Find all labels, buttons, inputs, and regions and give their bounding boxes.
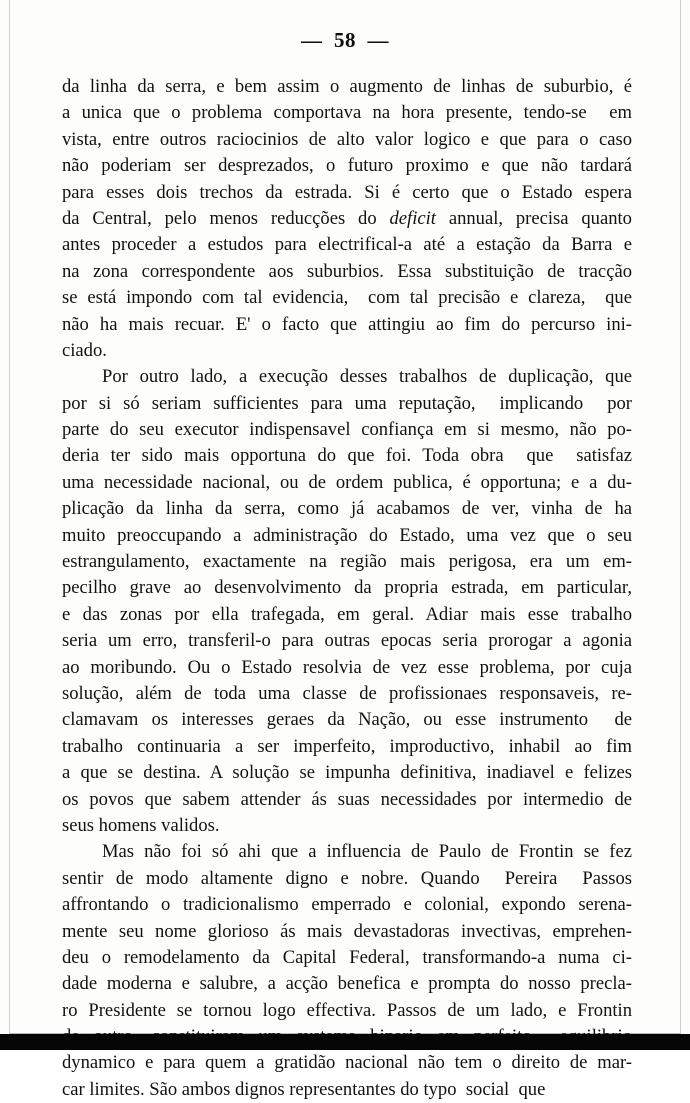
text-line: antes proceder a estudos para electrifical-a até a estação da Barra e: [62, 234, 632, 256]
text-line: não poderiam ser desprezados, o futuro proximo e que não tardará: [62, 155, 632, 177]
text-line: na zona correspondente aos suburbios. Essa substituição de tracção: [62, 260, 632, 282]
scan-edge-left: [9, 0, 10, 1034]
text-line: uma necessidade nacional, ou de ordem publica, é opportuna; e a du-: [62, 471, 632, 493]
text-line: affrontando o tradicionalismo emperrado e colonial, expondo serena-: [62, 894, 632, 916]
text-line: estrangulamento, exactamente na região mais perigosa, era um em-: [62, 551, 632, 573]
text-line: deu o remodelamento da Capital Federal, transformando-a numa ci-: [62, 946, 632, 968]
text-line: ro Presidente se tornou logo effectiva. Passos de um lado, e Frontin: [62, 999, 632, 1021]
text-line: plicação da linha da serra, como já acabamos de ver, vinha de ha: [62, 498, 632, 520]
text-line: da linha da serra, e bem assim o augmento de linhas de suburbio, é: [62, 76, 632, 97]
text-line: car limites. São ambos dignos representantes do typo social que: [62, 1078, 546, 1100]
text-line: ao moribundo. Ou o Estado resolvia de vez esse problema, por cuja: [62, 656, 632, 678]
text-line: por si só seriam sufficientes para uma reputação, implicando por: [62, 392, 632, 414]
text-line: vista, entre outros raciocinios de alto valor logico e que para o caso: [62, 128, 632, 150]
text-line: parte do seu executor indispensavel confiança em si mesmo, não po-: [62, 419, 632, 441]
text-line: dade moderna e salubre, a acção benefica e prompta do nosso precla-: [62, 973, 632, 995]
italic-word: deficit: [389, 207, 436, 229]
text-line: a unica que o problema comportava na hora presente, tendo-se em: [62, 102, 632, 124]
text-line: pecilho grave ao desenvolvimento da propria estrada, em particular,: [62, 577, 632, 599]
text-line: Por outro lado, a execução desses trabalhos de duplicação, que: [102, 366, 632, 388]
page-number-header: — 58 —: [301, 28, 389, 52]
text-line: seria um erro, transferil-o para outras epocas seria prorogar a agonia: [62, 630, 632, 652]
text-line: solução, além de toda uma classe de profissionaes responsaveis, re-: [62, 682, 632, 704]
paragraph-3: [62, 839, 632, 1103]
text-line: mente seu nome glorioso ás mais devastadoras invectivas, emprehen-: [62, 920, 632, 942]
text-line: para esses dois trechos da estrada. Si é certo que o Estado espera: [62, 181, 632, 203]
scan-edge-bottom-band: [0, 1034, 690, 1050]
text-line: dynamico e para quem a gratidão nacional não tem o direito de mar-: [62, 1052, 632, 1074]
text-line: Mas não foi só ahi que a influencia de Paulo de Frontin se fez: [102, 841, 632, 863]
paragraph-1: [62, 74, 632, 364]
text-line: a que se destina. A solução se impunha definitiva, inadiavel e felizes: [62, 762, 632, 784]
text-line: se está impondo com tal evidencia, com tal precisão e clareza, que: [62, 287, 632, 309]
text-line: e das zonas por ella trafegada, em geral. Adiar mais esse trabalho: [62, 603, 632, 625]
text-line: não ha mais recuar. E' o facto que attingiu ao fim do percurso ini-: [62, 313, 632, 335]
page-text-body: [62, 74, 632, 1103]
text-line: os povos que sabem attender ás suas necessidades por intermedio de: [62, 788, 632, 810]
paragraph-2: [62, 364, 632, 839]
scan-edge-right: [680, 0, 681, 1034]
text-line: trabalho continuaria a ser imperfeito, improductivo, inhabil ao fim: [62, 735, 632, 757]
text-line: deria ter sido mais opportuna do que foi. Toda obra que satisfaz: [62, 445, 632, 467]
text-line: muito preoccupando a administração do Estado, uma vez que o seu: [62, 524, 632, 546]
text-line: seus homens validos.: [62, 814, 220, 836]
text-line: sentir de modo altamente digno e nobre. Quando Pereira Passos: [62, 867, 632, 889]
text-line: ciado.: [62, 339, 107, 361]
text-line: clamavam os interesses geraes da Nação, ou esse instrumento de: [62, 709, 632, 731]
text-line: da Central, pelo menos reducções do deficit annual, precisa quanto: [62, 207, 632, 229]
